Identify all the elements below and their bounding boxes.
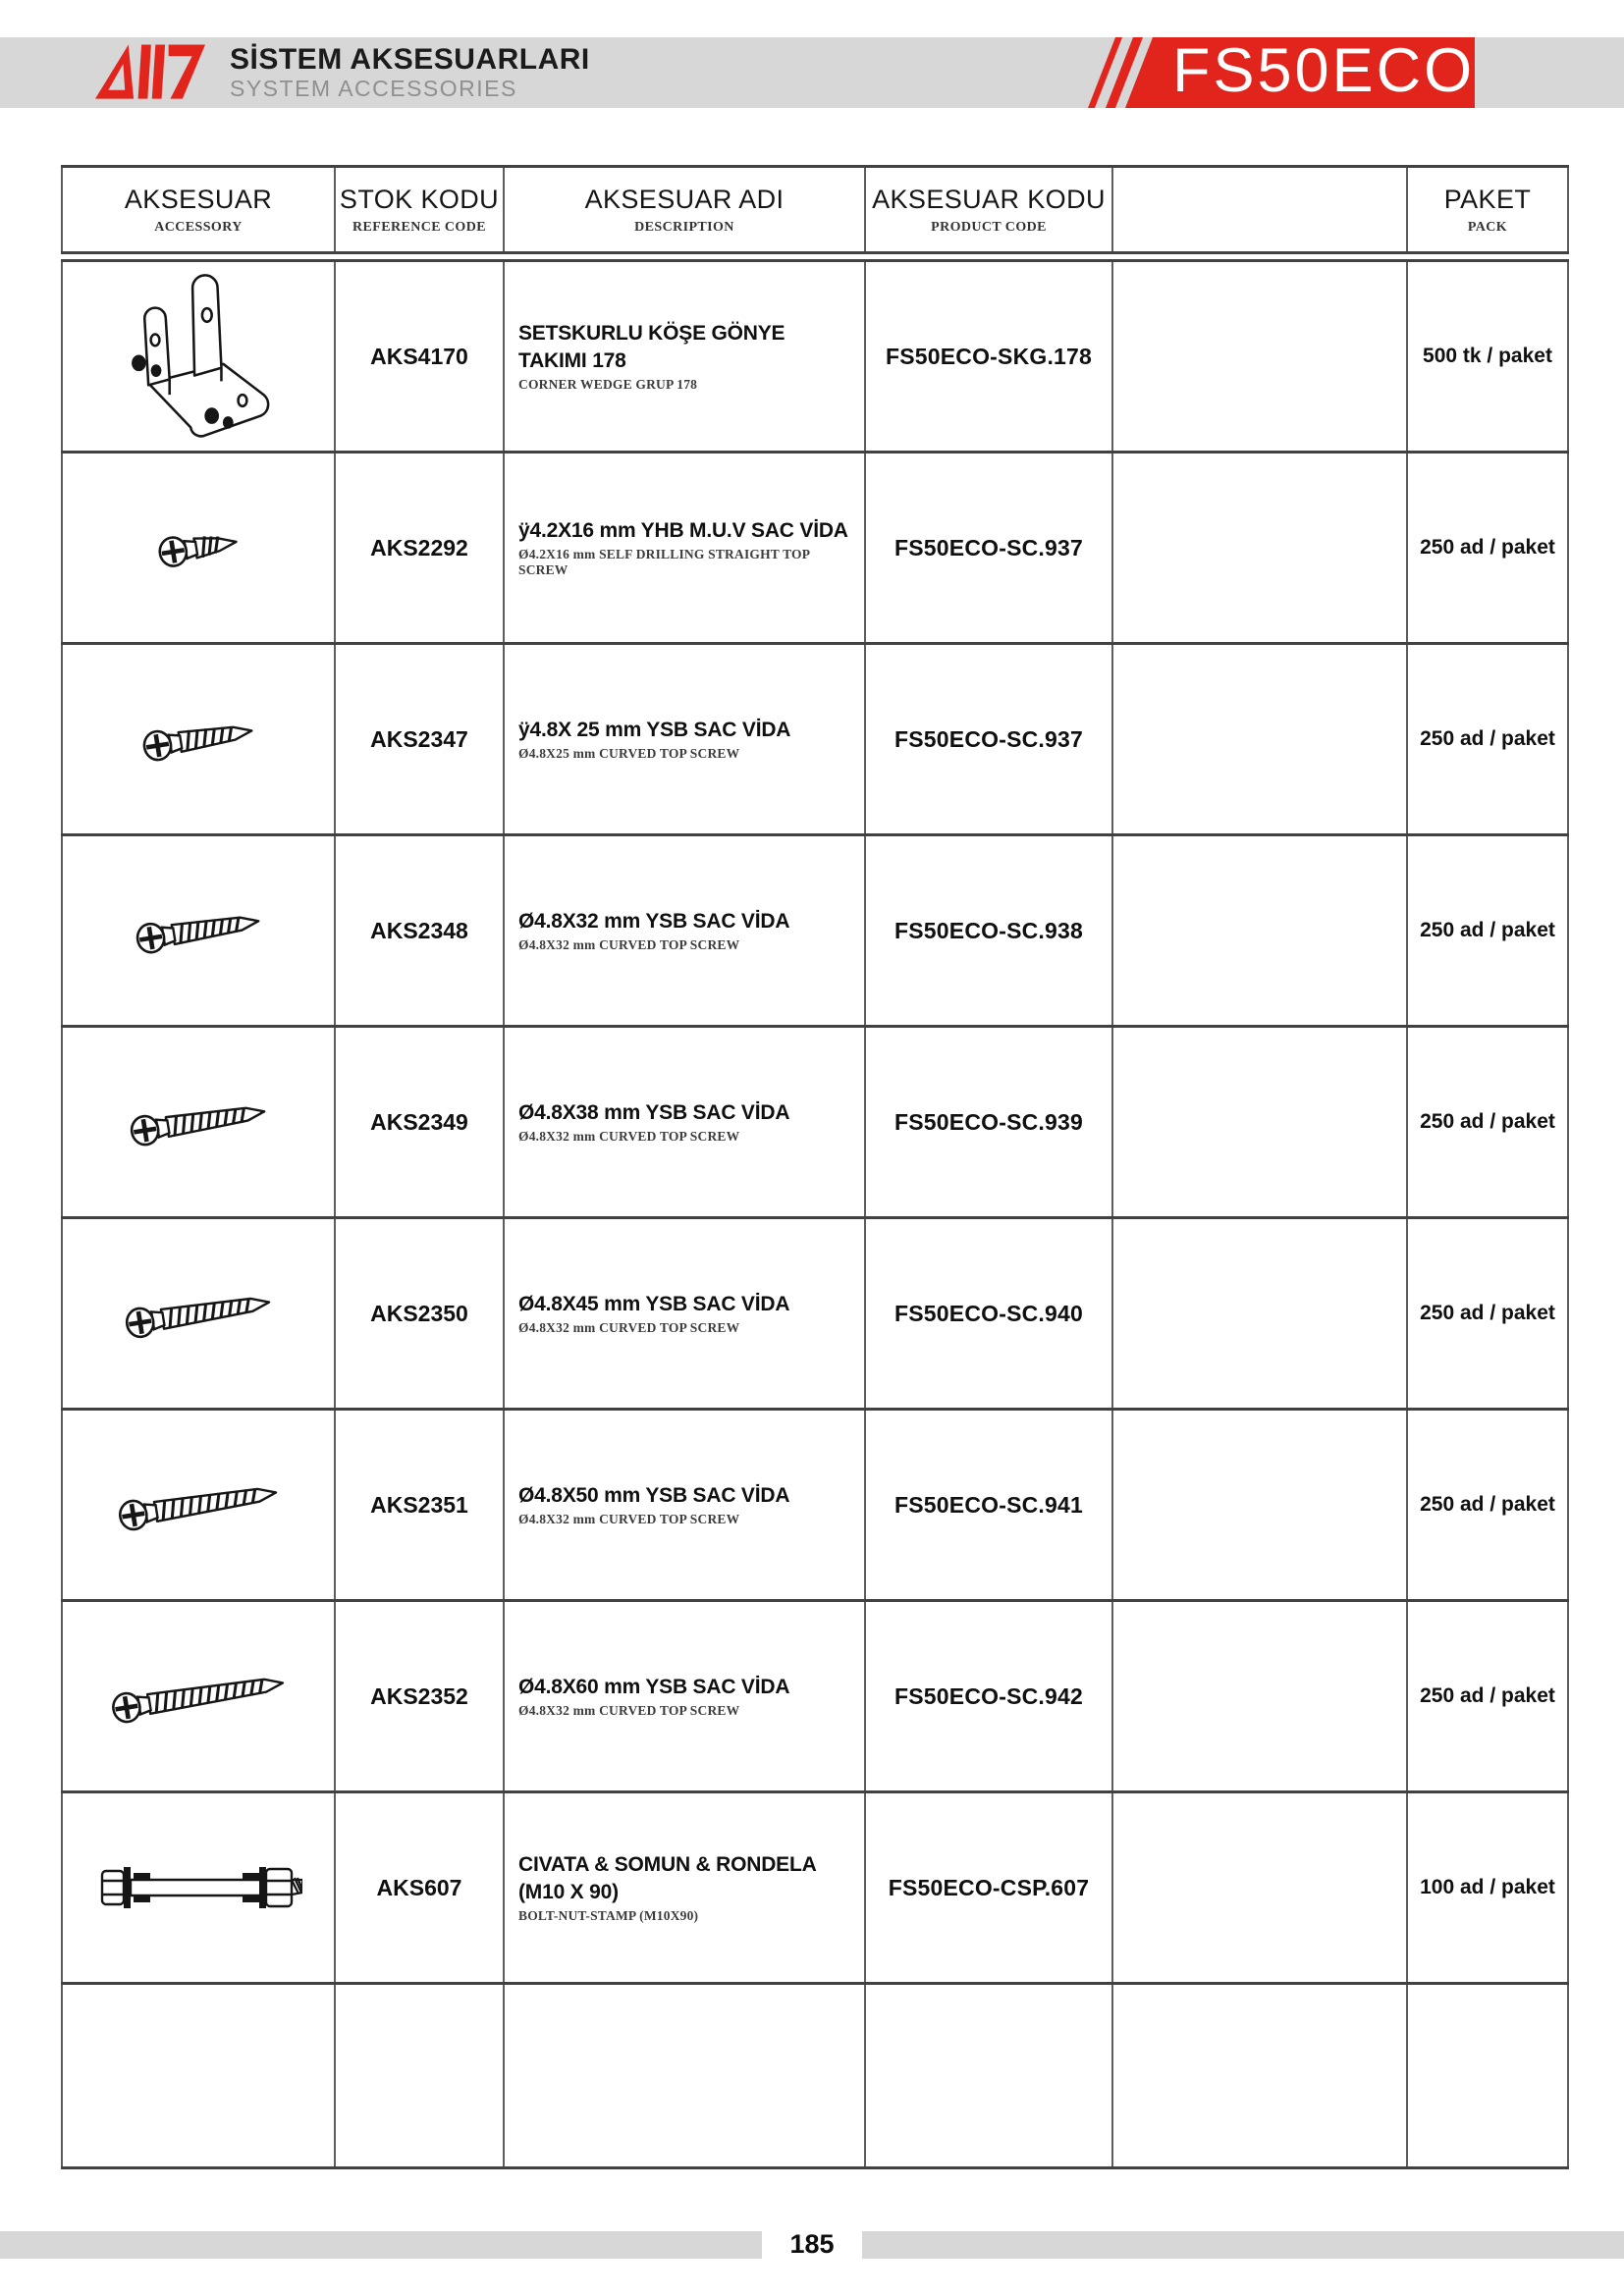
product-code-cell <box>865 1410 1112 1601</box>
table-body <box>62 261 1568 2168</box>
description-cell <box>504 1410 865 1601</box>
blank-cell <box>1112 1410 1407 1601</box>
product-code: FS50ECO-SC.942 <box>894 1682 1083 1709</box>
screw-image <box>63 1480 334 1529</box>
corner-bracket-drawing <box>112 272 285 441</box>
top-header-bar <box>0 37 1624 108</box>
accessory-image-cell <box>62 835 335 1027</box>
product-code-cell <box>865 1218 1112 1410</box>
description-cell <box>504 1984 865 2168</box>
table-row <box>62 644 1568 835</box>
column-header-description <box>504 167 865 253</box>
corner-bracket-image <box>63 272 334 441</box>
description-cell <box>504 1792 865 1984</box>
accessory-name: ÿ4.8X 25 mm YSB SAC VİDA <box>518 718 791 741</box>
stock-code-cell <box>335 261 504 453</box>
header-row <box>62 167 1568 253</box>
product-code-cell <box>865 1792 1112 1984</box>
description-cell <box>504 261 865 453</box>
table-row <box>62 1984 1568 2168</box>
blank-cell <box>1112 1984 1407 2168</box>
blank-cell <box>1112 835 1407 1027</box>
stock-code: AKS4170 <box>370 343 468 369</box>
column-title: AKSESUAR ADI <box>584 184 785 214</box>
column-header-product-code <box>865 167 1112 253</box>
stock-code-cell <box>335 644 504 835</box>
model-badge <box>1070 37 1475 108</box>
stock-code: AKS2350 <box>370 1300 468 1326</box>
product-code: FS50ECO-SC.940 <box>894 1300 1083 1326</box>
blank-cell <box>1112 1218 1407 1410</box>
page-number: 185 <box>762 2228 861 2260</box>
accessory-name: SETSKURLU KÖŞE GÖNYE TAKIMI 178 <box>518 322 785 372</box>
blank-cell <box>1112 1601 1407 1792</box>
accessory-name-english: BOLT-NUT-STAMP (M10X90) <box>518 1907 699 1923</box>
product-code: FS50ECO-SC.938 <box>894 917 1083 943</box>
product-code-cell <box>865 453 1112 644</box>
screw-image <box>63 1289 334 1338</box>
product-code: FS50ECO-SC.937 <box>894 534 1083 561</box>
table-row <box>62 1218 1568 1410</box>
accessory-name-english: CORNER WEDGE GRUP 178 <box>518 376 698 392</box>
pack-quantity: 100 ad / paket <box>1420 1876 1555 1898</box>
product-code: FS50ECO-CSP.607 <box>888 1874 1090 1900</box>
stock-code-cell <box>335 1410 504 1601</box>
product-code: FS50ECO-SC.941 <box>894 1491 1083 1518</box>
screw-drawing <box>106 1658 291 1735</box>
product-code-cell <box>865 1601 1112 1792</box>
product-code-cell <box>865 261 1112 453</box>
accessory-name: CIVATA & SOMUN & RONDELA (M10 X 90) <box>518 1853 816 1903</box>
column-title: AKSESUAR <box>124 184 273 214</box>
column-subtitle: PRODUCT CODE <box>931 219 1047 235</box>
column-header-accessory <box>62 167 335 253</box>
accessory-name-english: Ø4.8X32 mm CURVED TOP SCREW <box>518 1129 740 1145</box>
column-title: PAKET <box>1443 184 1532 214</box>
screw-image <box>63 1672 334 1721</box>
product-code: FS50ECO-SC.937 <box>894 725 1083 752</box>
pack-quantity: 250 ad / paket <box>1420 1302 1555 1324</box>
table-row <box>62 1410 1568 1601</box>
pack-quantity: 250 ad / paket <box>1420 1684 1555 1707</box>
description-cell <box>504 644 865 835</box>
stock-code: AKS2292 <box>370 534 468 561</box>
accessory-image-cell <box>62 1792 335 1984</box>
product-code-cell <box>865 835 1112 1027</box>
stock-code-cell <box>335 453 504 644</box>
pack-cell <box>1407 1410 1568 1601</box>
pack-cell <box>1407 1218 1568 1410</box>
accessory-image-cell <box>62 644 335 835</box>
product-code-cell <box>865 644 1112 835</box>
accessory-name: Ø4.8X32 mm YSB SAC VİDA <box>518 909 790 933</box>
stock-code: AKS2348 <box>370 917 468 943</box>
accessory-name-english: Ø4.2X16 mm SELF DRILLING STRAIGHT TOP SCREW <box>518 547 810 578</box>
accessory-name: Ø4.8X60 mm YSB SAC VİDA <box>518 1675 790 1698</box>
table-row <box>62 1792 1568 1984</box>
accessories-table <box>61 259 1569 2169</box>
screw-image <box>63 523 334 572</box>
accessory-name: Ø4.8X45 mm YSB SAC VİDA <box>518 1292 790 1315</box>
pack-quantity: 250 ad / paket <box>1420 727 1555 750</box>
screw-drawing <box>113 1468 284 1542</box>
description-cell <box>504 1218 865 1410</box>
pack-cell <box>1407 261 1568 453</box>
description-cell <box>504 1027 865 1218</box>
stock-code: AKS2351 <box>370 1491 468 1518</box>
screw-image <box>63 715 334 764</box>
footer-bar <box>0 2228 1624 2259</box>
accessory-image-cell <box>62 1601 335 1792</box>
column-header-blank <box>1112 167 1407 253</box>
pack-cell <box>1407 1601 1568 1792</box>
product-code: FS50ECO-SKG.178 <box>885 343 1093 369</box>
column-header-pack <box>1407 167 1568 253</box>
pack-cell <box>1407 453 1568 644</box>
accessory-image-cell <box>62 261 335 453</box>
screw-image <box>63 906 334 955</box>
pack-quantity: 500 tk / paket <box>1423 345 1552 367</box>
pack-cell <box>1407 1027 1568 1218</box>
pack-quantity: 250 ad / paket <box>1420 919 1555 941</box>
description-cell <box>504 453 865 644</box>
description-cell <box>504 835 865 1027</box>
bolt-nut-image <box>63 1856 334 1919</box>
brand-block <box>82 40 590 105</box>
accessories-table-header <box>61 165 1569 254</box>
bolt-drawing <box>94 1856 302 1919</box>
stock-code: AKS2349 <box>370 1108 468 1135</box>
product-code: FS50ECO-SC.939 <box>894 1108 1083 1135</box>
accessory-name-english: Ø4.8X25 mm CURVED TOP SCREW <box>518 746 740 762</box>
product-code-cell <box>865 1027 1112 1218</box>
brand-title: SİSTEM AKSESUARLARI <box>230 43 590 77</box>
accessory-name: ÿ4.2X16 mm YHB M.U.V SAC VİDA <box>518 518 848 542</box>
screw-image <box>63 1097 334 1147</box>
column-title: STOK KODU <box>339 184 500 214</box>
pack-cell <box>1407 1792 1568 1984</box>
accessory-name: Ø4.8X50 mm YSB SAC VİDA <box>518 1483 790 1507</box>
brand-subtitle: SYSTEM ACCESSORIES <box>230 75 517 101</box>
accessories-sheet <box>61 165 1567 2169</box>
pack-cell <box>1407 1984 1568 2168</box>
brand-logo-icon <box>82 41 218 104</box>
pack-quantity: 250 ad / paket <box>1420 1110 1555 1133</box>
column-subtitle: DESCRIPTION <box>634 219 734 235</box>
accessory-name-english: Ø4.8X32 mm CURVED TOP SCREW <box>518 1320 740 1336</box>
pack-quantity: 250 ad / paket <box>1420 536 1555 559</box>
column-subtitle: REFERENCE CODE <box>352 219 486 235</box>
screw-drawing <box>137 706 259 773</box>
accessory-name-english: Ø4.8X32 mm CURVED TOP SCREW <box>518 1703 740 1719</box>
accessory-image-cell <box>62 1984 335 2168</box>
stock-code-cell <box>335 1984 504 2168</box>
blank-cell <box>1112 261 1407 453</box>
blank-cell <box>1112 644 1407 835</box>
accessory-name-english: Ø4.8X32 mm CURVED TOP SCREW <box>518 1512 740 1527</box>
table-row <box>62 1027 1568 1218</box>
blank-cell <box>1112 453 1407 644</box>
accessory-name: Ø4.8X38 mm YSB SAC VİDA <box>518 1100 790 1124</box>
table-row <box>62 261 1568 453</box>
screw-drawing <box>125 1087 272 1157</box>
table-row <box>62 453 1568 644</box>
column-subtitle: PACK <box>1467 219 1508 235</box>
column-title: AKSESUAR KODU <box>872 184 1106 214</box>
blank-cell <box>1112 1027 1407 1218</box>
accessory-image-cell <box>62 1218 335 1410</box>
screw-drawing <box>131 896 266 965</box>
stock-code-cell <box>335 1601 504 1792</box>
accessory-image-cell <box>62 1410 335 1601</box>
stock-code-cell <box>335 1218 504 1410</box>
screw-drawing <box>153 517 244 579</box>
accessory-image-cell <box>62 1027 335 1218</box>
pack-cell <box>1407 835 1568 1027</box>
stock-code: AKS2352 <box>370 1682 468 1709</box>
stock-code: AKS2347 <box>370 725 468 752</box>
model-badge-label: FS50ECO <box>1172 35 1476 105</box>
stock-code: AKS607 <box>376 1874 462 1900</box>
brand-text <box>230 44 590 100</box>
table-row <box>62 1601 1568 1792</box>
table-row <box>62 835 1568 1027</box>
stock-code-cell <box>335 1792 504 1984</box>
blank-cell <box>1112 1792 1407 1984</box>
accessory-image-cell <box>62 453 335 644</box>
pack-quantity: 250 ad / paket <box>1420 1493 1555 1516</box>
pack-cell <box>1407 644 1568 835</box>
product-code-cell <box>865 1984 1112 2168</box>
column-subtitle: ACCESSORY <box>154 219 243 235</box>
stock-code-cell <box>335 835 504 1027</box>
description-cell <box>504 1601 865 1792</box>
accessory-name-english: Ø4.8X32 mm CURVED TOP SCREW <box>518 937 740 953</box>
column-header-stock-code <box>335 167 504 253</box>
stock-code-cell <box>335 1027 504 1218</box>
screw-drawing <box>120 1277 277 1349</box>
